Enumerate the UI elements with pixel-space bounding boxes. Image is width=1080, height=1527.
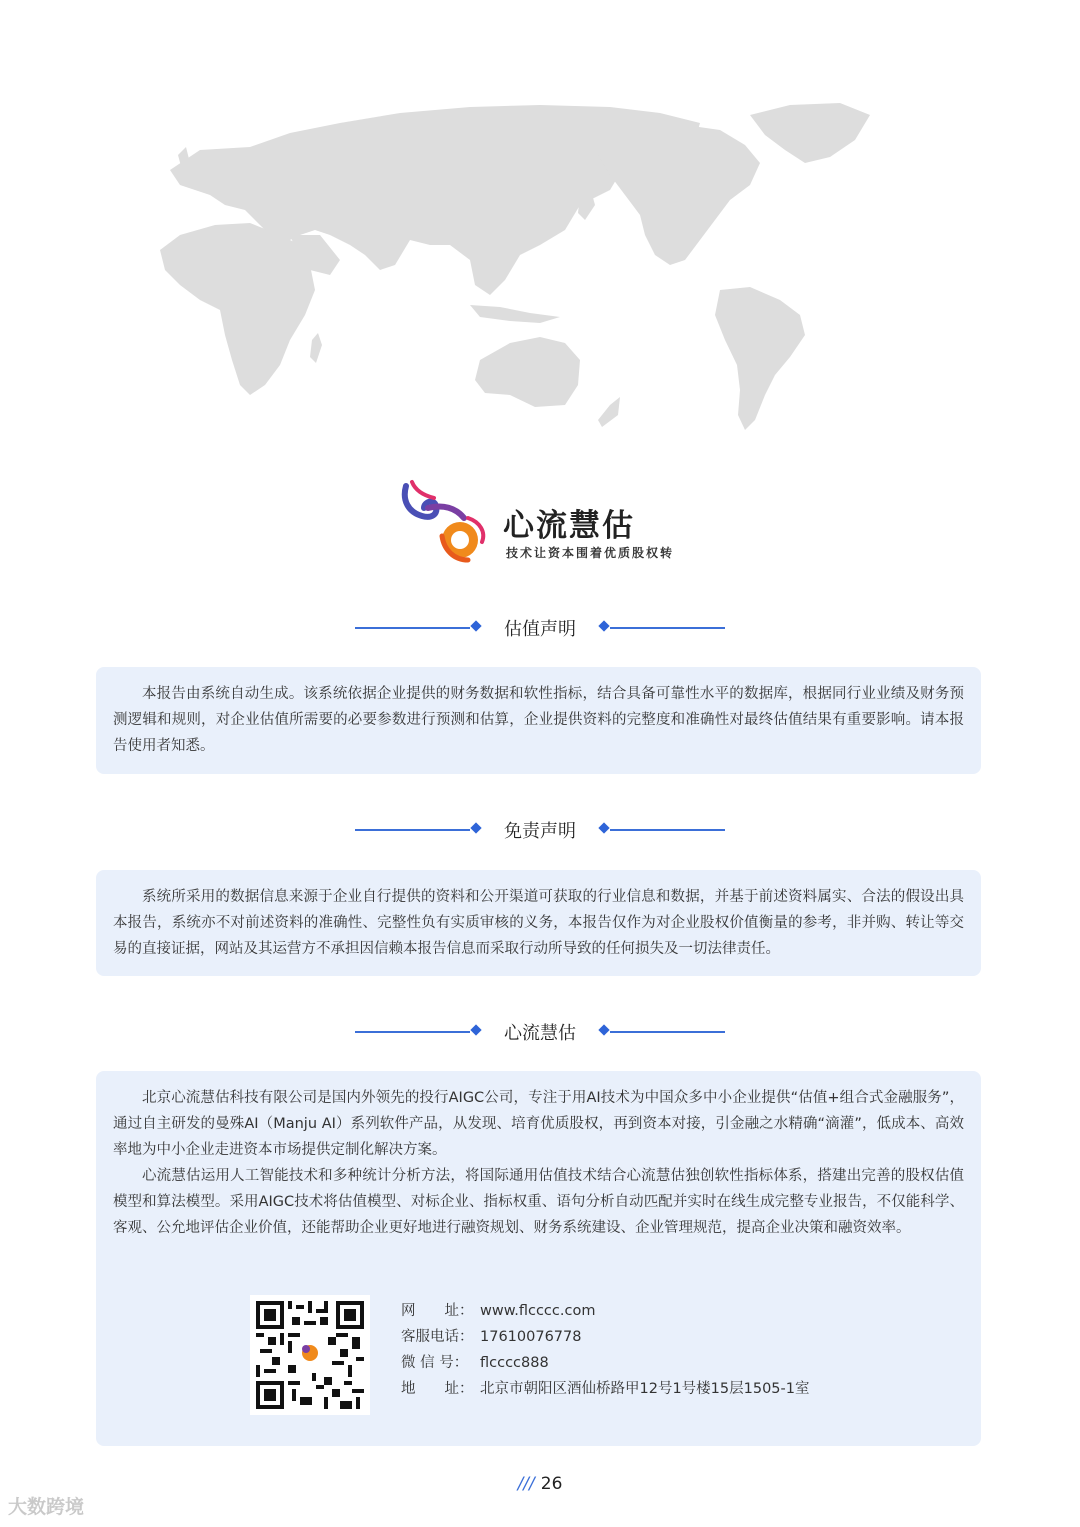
contact-info	[401, 1298, 809, 1402]
contact-row-phone	[401, 1324, 809, 1350]
section-title-about-text: 心流慧估	[504, 1023, 576, 1044]
section-title-disclaimer-text: 免责声明	[504, 821, 576, 842]
page-number	[0, 1474, 1080, 1494]
world-map	[140, 95, 940, 435]
page-number-value: 26	[540, 1474, 563, 1494]
brand-slogan: 技术让资本围着优质股权转	[506, 546, 675, 560]
contact-label: 网 址：	[401, 1303, 474, 1319]
valuation-paragraph: 本报告由系统自动生成。该系统依据企业提供的财务数据和软性指标，结合具备可靠性水平的数据库，根据同行业业绩及财务预测逻辑和规则，对企业估值所需要的必要参数进行预测和估算，企业提供资料的完整度和准确性对最终估值结果有重要影响。请本报告使用者知悉。	[113, 686, 964, 754]
qr-code-icon	[256, 1301, 364, 1409]
brand-name: 心流慧估	[503, 508, 635, 544]
brand-logo-mark-icon	[398, 478, 493, 566]
page-number-slashes: ///	[517, 1474, 535, 1494]
contact-row-website	[401, 1298, 809, 1324]
about-paragraph-1: 北京心流慧估科技有限公司是国内外领先的投行AIGC公司，专注于用AI技术为中国众多中小企业提供“估值+组合式金融服务”，通过自主研发的曼殊AI（Manju AI）系列软件产品，从发现、培育优质股权，再到资本对接，引金融之水精确“滴灌”，低成本、高效率地为中小企业走进资本市场提供定制化解决方案。	[113, 1090, 964, 1158]
contact-row-address	[401, 1376, 809, 1402]
website-link[interactable]: www.flcccc.com	[480, 1303, 596, 1319]
contact-label: 客服电话：	[401, 1329, 474, 1345]
section-title-disclaimer	[350, 815, 730, 845]
about-paragraph-2: 心流慧估运用人工智能技术和多种统计分析方法，将国际通用估值技术结合心流慧估独创软性指标体系，搭建出完善的股权估值模型和算法模型。采用AIGC技术将估值模型、对标企业、指标权重、语句分析自动匹配并实时在线生成完整专业报告，不仅能科学、客观、公允地评估企业价值，还能帮助企业更好地进行融资规划、财务系统建设、企业管理规范，提高企业决策和融资效率。	[113, 1168, 964, 1236]
section-title-valuation	[350, 613, 730, 643]
contact-label: 微 信 号：	[401, 1355, 469, 1371]
disclaimer-paragraph: 系统所采用的数据信息来源于企业自行提供的资料和公开渠道可获取的行业信息和数据，并基于前述资料属实、合法的假设出具本报告，系统亦不对前述资料的准确性、完整性负有实质审核的义务，本报告仅作为对企业股权价值衡量的参考，非并购、转让等交易的直接证据，网站及其运营方不承担因信赖本报告信息而采取行动所导致的任何损失及一切法律责任。	[113, 889, 964, 957]
contact-label: 地 址：	[401, 1381, 474, 1397]
brand-logo	[398, 478, 688, 568]
watermark-text: 大数跨境	[8, 1496, 85, 1518]
qr-code	[250, 1295, 370, 1415]
disclaimer-panel	[96, 870, 981, 976]
phone-number: 17610076778	[480, 1329, 582, 1345]
wechat-id: flcccc888	[480, 1355, 549, 1371]
section-title-valuation-text: 估值声明	[504, 619, 576, 640]
section-title-about	[350, 1017, 730, 1047]
valuation-panel	[96, 667, 981, 774]
address: 北京市朝阳区酒仙桥路甲12号1号楼15层1505-1室	[480, 1381, 810, 1397]
watermark	[8, 1492, 84, 1519]
contact-row-wechat	[401, 1350, 809, 1376]
